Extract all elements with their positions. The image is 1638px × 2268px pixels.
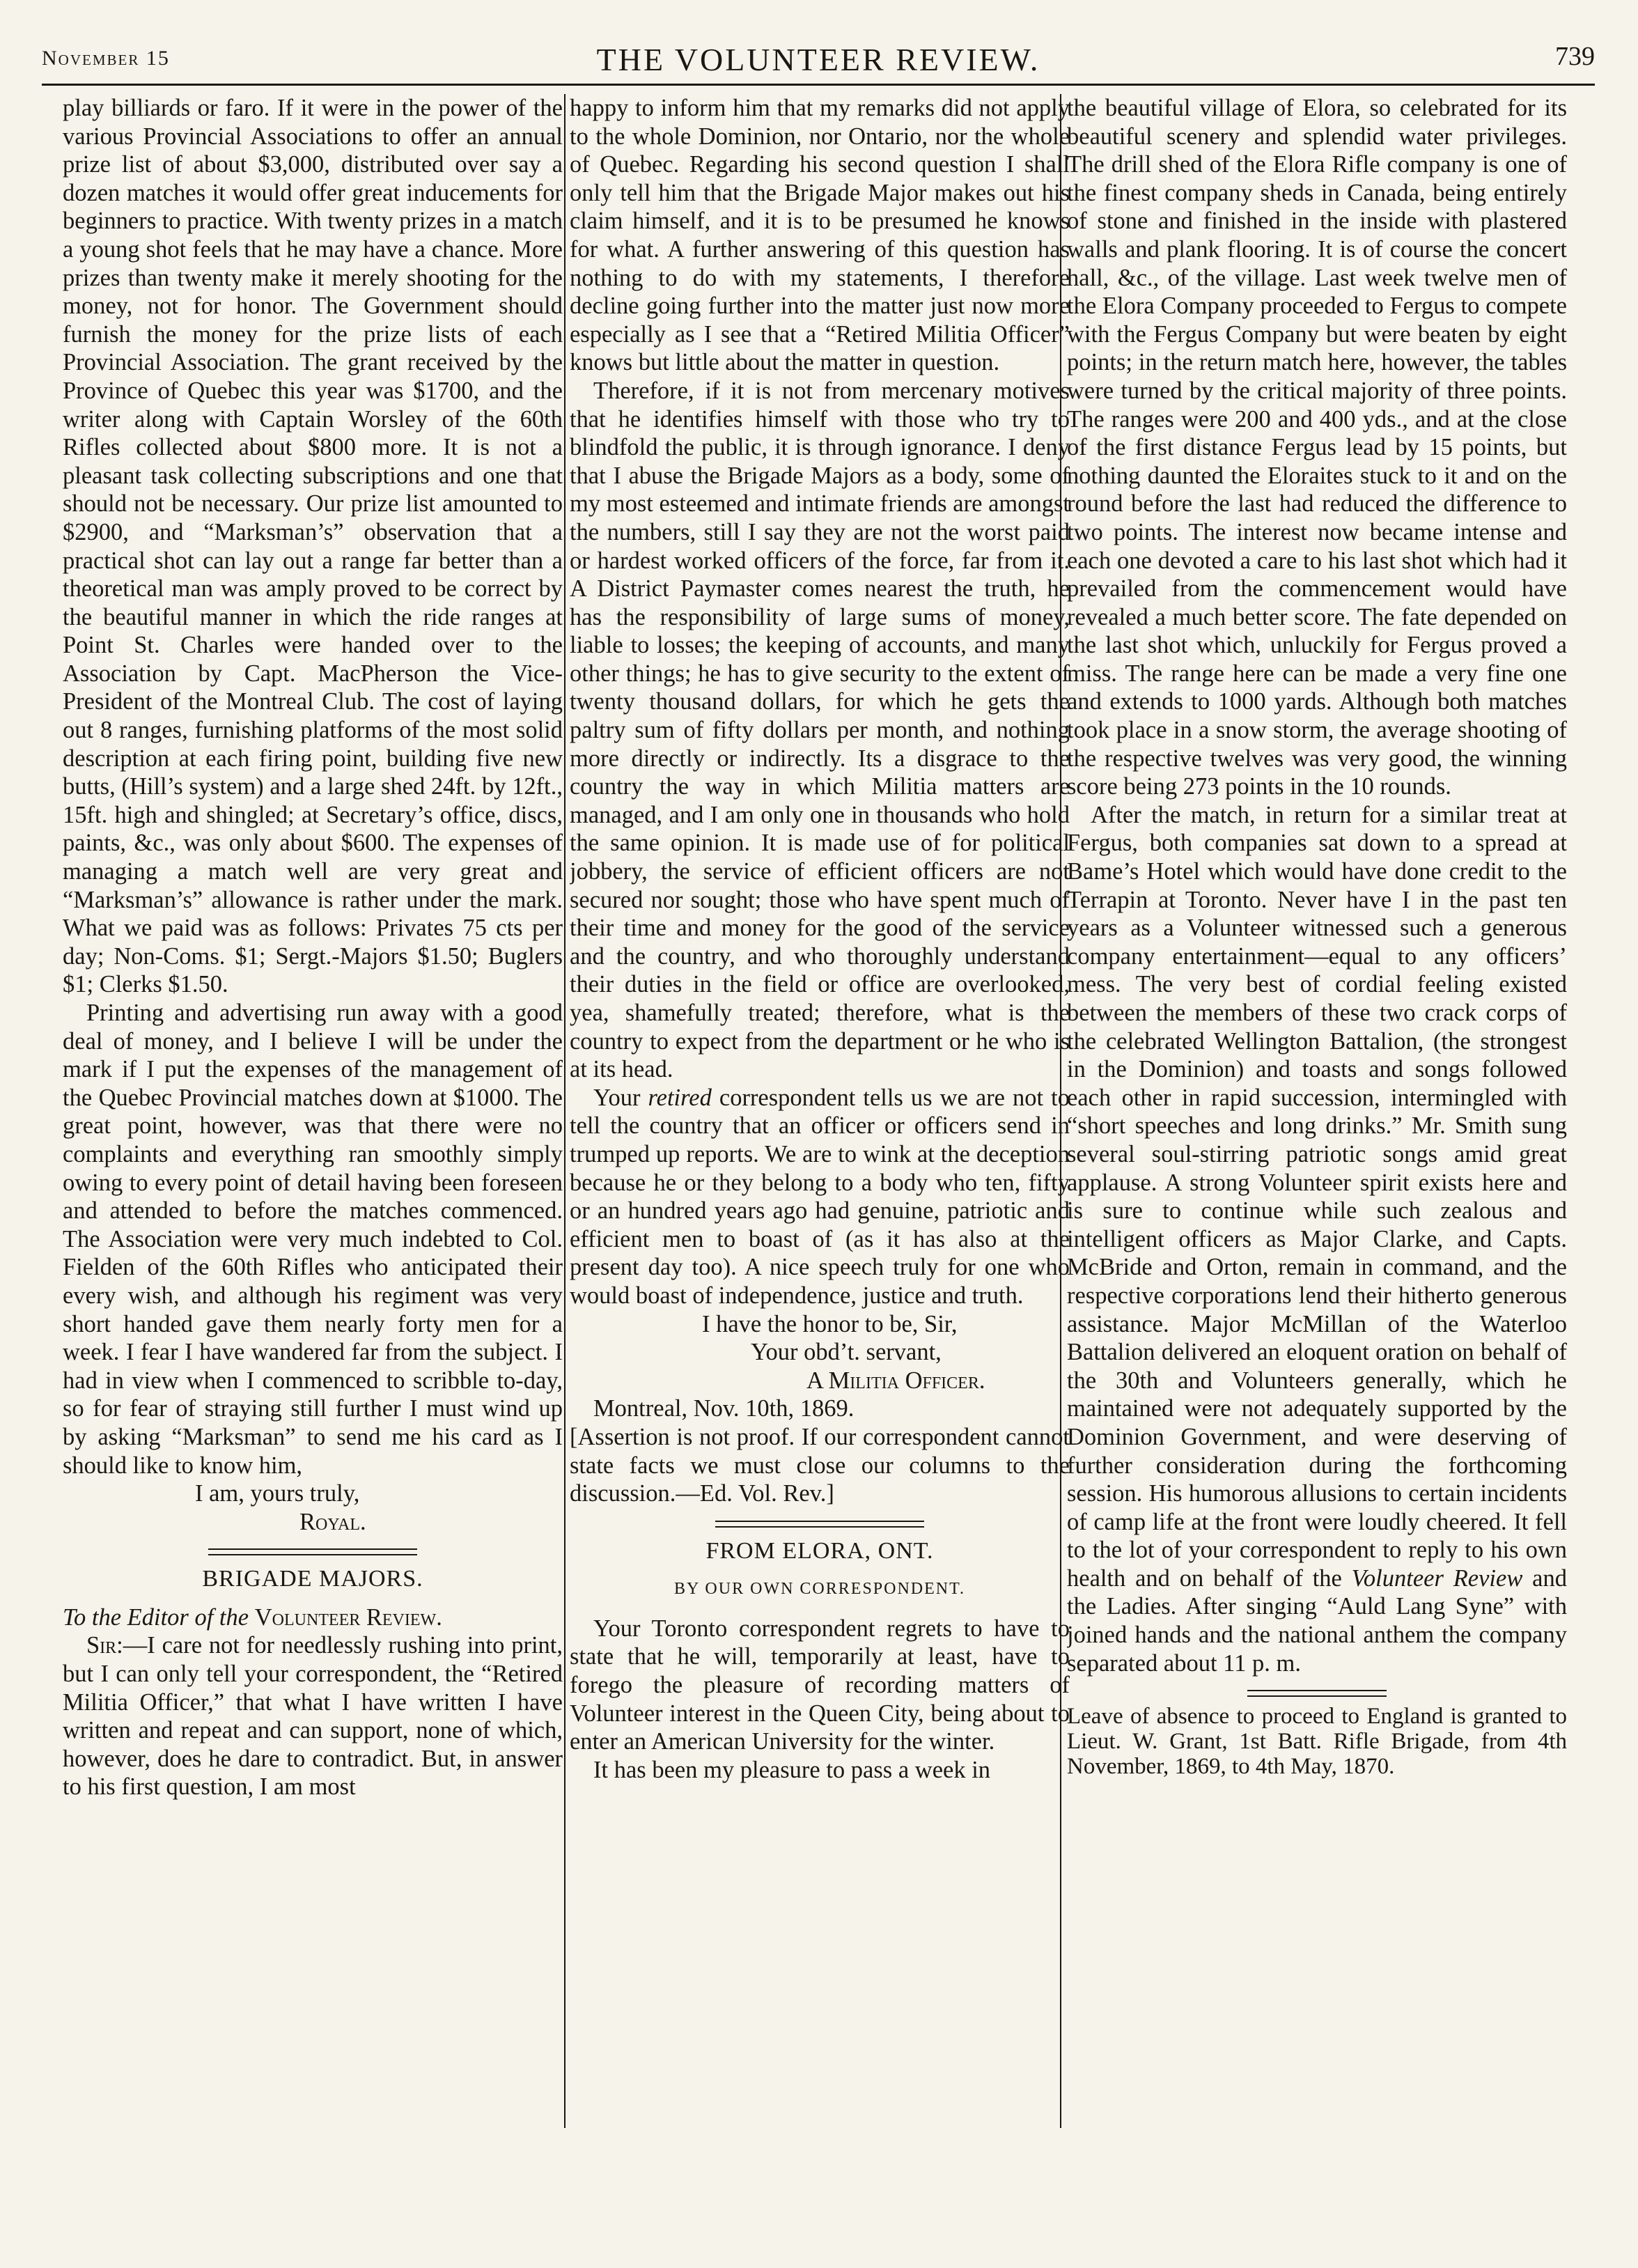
- article-paragraph: happy to inform him that my remarks did not apply to the whole Dominion, nor Ontario, nor the whole of Quebec. Regarding his second question I shall only tell him that the Brigade Major makes out his claim himself, and it is to be presumed he knows for what. A further answering of this question has nothing to do with my statements, I therefore decline going further into the matter just now more especially as I see that a “Retired Militia Officer” knows but little about the matter in question.: [570, 95, 1070, 376]
- article-paragraph: It has been my pleasure to pass a week in: [593, 1756, 991, 1783]
- masthead: [42, 38, 1595, 80]
- article-byline: BY OUR OWN CORRESPONDENT.: [673, 1580, 965, 1599]
- article-paragraph: After the match, in return for a similar treat at Fergus, both companies sat down to a spread at Bame’s Hotel which would have done credit to the Terrapin at Toronto. Never have I in the past ten years as a Volunteer witnessed such a generous company entertainment—equal to any officers’ mess. The very best of cordial feeling existed between the members of these two crack corps of the celebrated Wellington Battalion, (the strongest in the Dominion) and toasts and songs followed each other in rapid succession, intermingled with “short speeches and long drinks.” Mr. Smith sung several soul-stirring patriotic songs amid great applause. A strong Volunteer spirit exists here and is sure to continue while such zealous and intelligent officers as Major Clarke, and Capts. McBride and Orton, remain in command, and the respective corporations lend their hitherto generous assistance. Major McMillan of the Waterloo Battalion delivered an eloquent oration on behalf of the 30th and Volunteers generally, which he maintained were not adequately supported by the Dominion Government, and were deserving of further consideration during the forthcoming session. His humorous allusions to certain incidents of camp life at the front were loudly cheered. It fell to the lot of your correspondent to reply to his own health and on behalf of the Volunteer Review and the Ladies. After singing “Auld Lang Syne” with joined hands and the national anthem the company separated about 11 p. m.: [1067, 801, 1567, 1677]
- article-paragraph: Your Toronto correspondent regrets to have to state that he will, temporarily at least, have to forego the pleasure of recording matters of Volunteer interest in the Queen City, being about to enter an American University for the winter.: [570, 1615, 1070, 1755]
- column-1: [63, 94, 563, 2219]
- column-divider: [564, 94, 566, 2128]
- section-rule: [715, 1521, 924, 1528]
- article-paragraph: play billiards or faro. If it were in the power of the various Provincial Associations to offer an annual prize list of about $3,000, distributed over say a dozen matches it would offer great inducements for beginners to practice. With twenty prizes in a match a young shot feels that he may have a chance. More prizes than twenty make it merely shooting for the money, not for honor. The Government should furnish the money for the prize lists of each Provincial Association. The grant received by the Province of Quebec this year was $1700, and the writer along with Captain Worsley of the 60th Rifles collected about $800 more. It is not a pleasant task collecting subscriptions and one that should not be necessary. Our prize list amounted to $2900, and “Marksman’s” observation that a practical shot can lay out a range far better than a theoretical man was amply proved to be correct by the beautiful manner in which the ride ranges at Point St. Charles were handed over to the Association by Capt. MacPherson the Vice-President of the Montreal Club. The cost of laying out 8 ranges, furnishing platforms of the most solid description at each firing point, building five new butts, (Hill’s system) and a large shed 24ft. by 12ft., 15ft. high and shingled; at Secretary’s office, discs, paints, &c., was only about $600. The expenses of managing a match well are very great and “Marksman’s” allowance is rather under the mark. What we paid was as follows: Privates 75 cts per day; Non-Coms. $1; Sergt.-Majors $1.50; Buglers $1; Clerks $1.50.: [63, 95, 563, 998]
- article-paragraph: Printing and advertising run away with a good deal of money, and I believe I will be under the mark if I put the expenses of the management of the Quebec Provincial matches down at $1000. The great point, however, was that there were no complaints and everything ran smoothly simply owing to every point of detail having been foreseen and attended to before the matches commenced. The Association were very much indebted to Col. Fielden of the 60th Rifles who anticipated their every wish, and although his regiment was very short handed gave them nearly forty men for a week. I fear I have wandered far from the subject. I had in view when I commenced to scribble to-day, so for fear of straying still further I must wind up by asking “Marksman” to send me his card as I should like to know him,: [63, 1000, 563, 1479]
- article-paragraph: the beautiful village of Elora, so celebrated for its beautiful scenery and splendid water privileges. The drill shed of the Elora Rifle company is one of the finest company sheds in Canada, being entirely of stone and finished in the inside with plastered walls and plank flooring. It is of course the concert hall, &c., of the village. Last week twelve men of the Elora Company proceeded to Fergus to compete with the Fergus Company but were beaten by eight points; in the return match here, however, the tables were turned by the critical majority of three points. The ranges were 200 and 400 yds., and at the close of the first distance Fergus lead by 15 points, but nothing daunted the Eloraites stuck to it and on the round before the last had reduced the difference to two points. The interest now became intense and each one devoted a care to his last shot which had it prevailed from the commencement would have revealed a much better score. The fate depended on the last shot which, unluckily for Fergus proved a miss. The range here can be made a very fine one and extends to 1000 yards. Although both matches took place in a snow storm, the average shooting of the respective twelves was very good, the winning score being 273 points in the 10 rounds.: [1067, 95, 1567, 800]
- editor-note: [Assertion is not proof. If our correspondent cannot state facts we must close our columns to the discussion.—Ed. Vol. Rev.]: [570, 1423, 1070, 1507]
- page-number: 739: [1555, 42, 1595, 71]
- salutation-line: To the Editor of the Volunteer Review.: [63, 1603, 442, 1631]
- letter-signature-block: I have the honor to be, Sir, Your obd’t. servant, A Militia Officer.: [702, 1310, 985, 1394]
- issue-date: November 15: [42, 47, 170, 70]
- article-paragraph: Therefore, if it is not from mercenary motives that he identifies himself with those who try to blindfold the public, it is through ignorance. I deny that I abuse the Brigade Majors as a body, some of my most esteemed and intimate friends are amongst the numbers, still I say they are not the worst paid or hardest worked officers of the force, far from it. A District Paymaster comes nearest the truth, he has the responsibility of large sums of money, liable to losses; the keeping of accounts, and many other things; he has to give security to the extent of twenty thousand dollars, for which he gets the paltry sum of fifty dollars per month, and nothing more directly or indirectly. Its a disgrace to the country the way in which Militia matters are managed, and I am only one in thousands who hold the same opinion. It is made use of for political jobbery, the service of efficient officers are not secured nor sought; those who have spent much of their time and money for the good of the service and the country, and who thoroughly understand their duties in the field or office are overlooked, yea, shamefully treated; therefore, what is the country to expect from the department or he who is at its head.: [570, 377, 1070, 1083]
- column-3: [1067, 94, 1567, 2219]
- article-paragraph: Your retired correspondent tells us we are not to tell the country that an officer or officers send in trumped up reports. We are to wink at the deception because he or they belong to a body who ten, fifty or an hundred years ago had genuine, patriotic and efficient men to boast of (as it has also at the present day too). A nice speech truly for one who would boast of independence, justice and truth.: [570, 1084, 1070, 1309]
- section-rule: [1247, 1690, 1387, 1697]
- article-heading: BRIGADE MAJORS.: [202, 1566, 423, 1592]
- leave-notice: Leave of absence to proceed to England is granted to Lieut. W. Grant, 1st Batt. Rifle Brigade, from 4th November, 1869, to 4th May, 1870.: [1067, 1704, 1567, 1780]
- letter-dateline: Montreal, Nov. 10th, 1869.: [593, 1395, 855, 1422]
- article-paragraph: Sir:—I care not for needlessly rushing into print, but I can only tell your correspondent, the “Retired Militia Officer,” that what I have written I have written and repeat and can support, none of which, however, does he dare to contradict. But, in answer to his first question, I am most: [63, 1632, 563, 1801]
- article-heading: FROM ELORA, ONT.: [705, 1537, 934, 1564]
- section-rule: [208, 1548, 417, 1555]
- letter-signature: Royal.: [299, 1508, 366, 1535]
- letter-closing: I am, yours truly,: [195, 1480, 360, 1507]
- newspaper-title: THE VOLUNTEER REVIEW.: [596, 42, 1040, 77]
- header-rule: [42, 84, 1595, 86]
- column-2: [570, 94, 1070, 2219]
